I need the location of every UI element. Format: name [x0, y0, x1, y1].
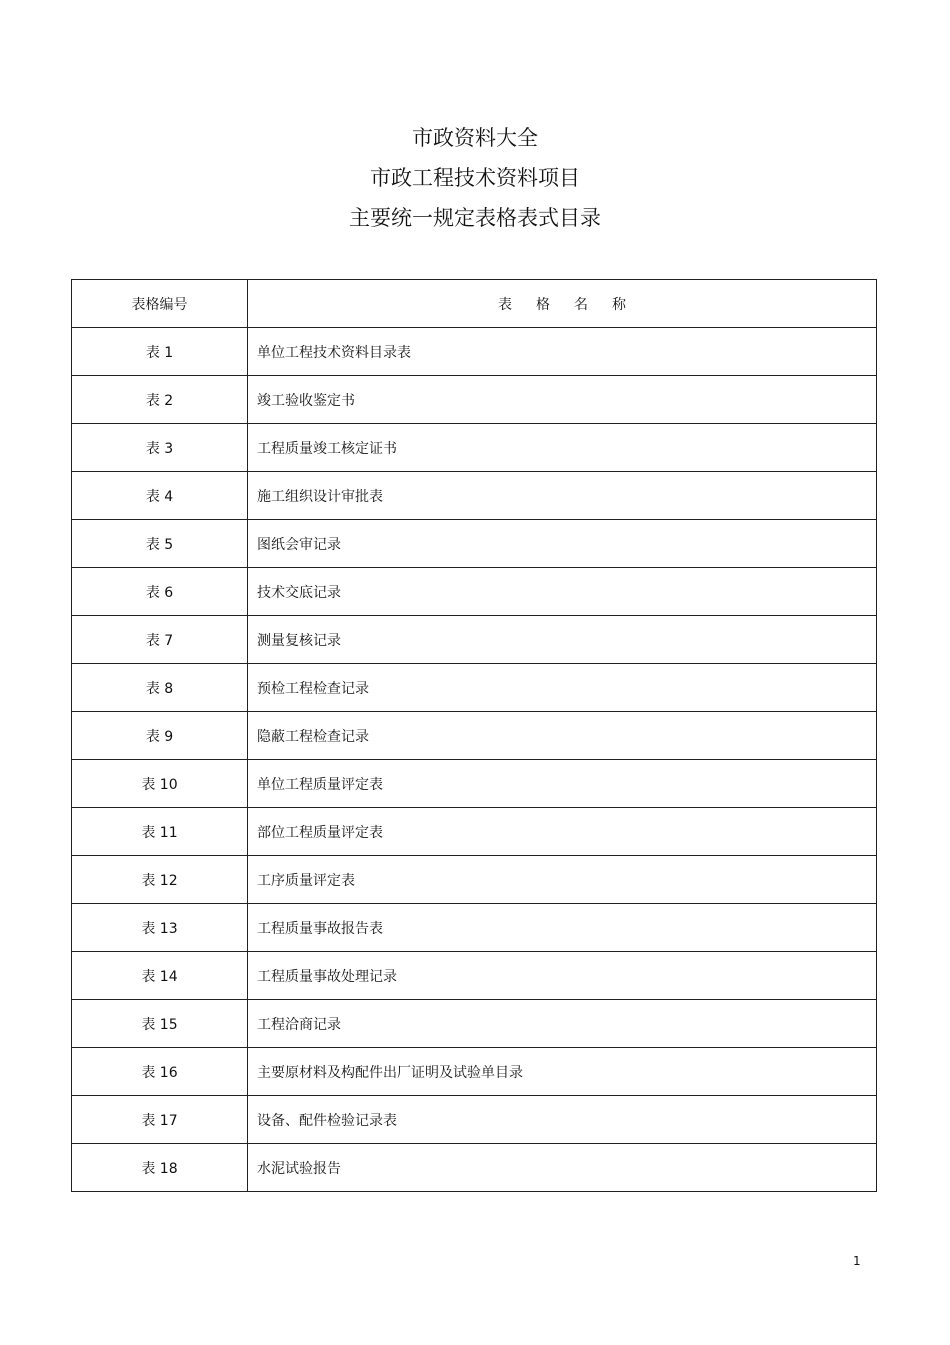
table-row [72, 664, 877, 712]
form-code-cell: 表 17 [72, 1096, 248, 1144]
form-code-cell: 表 1 [72, 328, 248, 376]
form-code-cell: 表 2 [72, 376, 248, 424]
form-name-cell: 技术交底记录 [248, 568, 877, 616]
form-code-cell: 表 18 [72, 1144, 248, 1192]
form-name-cell: 测量复核记录 [248, 616, 877, 664]
form-name-cell: 水泥试验报告 [248, 1144, 877, 1192]
form-code-cell: 表 9 [72, 712, 248, 760]
form-name-cell: 工序质量评定表 [248, 856, 877, 904]
form-code-cell: 表 15 [72, 1000, 248, 1048]
title-line-3: 主要统一规定表格表式目录 [349, 206, 601, 230]
form-code-cell: 表 6 [72, 568, 248, 616]
table-row [72, 952, 877, 1000]
form-name-cell: 竣工验收鉴定书 [248, 376, 877, 424]
form-code-cell: 表 13 [72, 904, 248, 952]
form-code-cell: 表 3 [72, 424, 248, 472]
table-row [72, 424, 877, 472]
form-name-cell: 图纸会审记录 [248, 520, 877, 568]
form-name-cell: 施工组织设计审批表 [248, 472, 877, 520]
form-name-cell: 工程洽商记录 [248, 1000, 877, 1048]
form-name-cell: 主要原材料及构配件出厂证明及试验单目录 [248, 1048, 877, 1096]
table-row [72, 376, 877, 424]
table-row [72, 616, 877, 664]
table-row [72, 856, 877, 904]
form-code-cell: 表 14 [72, 952, 248, 1000]
form-code-cell: 表 10 [72, 760, 248, 808]
header-form-code: 表格编号 [72, 280, 248, 328]
table-row [72, 1144, 877, 1192]
form-name-cell: 预检工程检查记录 [248, 664, 877, 712]
form-index-table [71, 279, 877, 1192]
document-title [0, 118, 950, 238]
title-line-1: 市政资料大全 [412, 126, 538, 150]
table-header-row [72, 280, 877, 328]
form-name-cell: 隐蔽工程检查记录 [248, 712, 877, 760]
form-code-cell: 表 8 [72, 664, 248, 712]
form-code-cell: 表 12 [72, 856, 248, 904]
form-name-cell: 单位工程质量评定表 [248, 760, 877, 808]
table-row [72, 1048, 877, 1096]
table-row [72, 1000, 877, 1048]
table-row [72, 472, 877, 520]
form-name-cell: 工程质量事故报告表 [248, 904, 877, 952]
form-name-cell: 设备、配件检验记录表 [248, 1096, 877, 1144]
table-row [72, 1096, 877, 1144]
title-line-2: 市政工程技术资料项目 [370, 166, 580, 190]
header-form-name: 表格名称 [248, 280, 877, 328]
form-name-cell: 单位工程技术资料目录表 [248, 328, 877, 376]
table-row [72, 520, 877, 568]
table-row [72, 760, 877, 808]
form-code-cell: 表 7 [72, 616, 248, 664]
table-row [72, 568, 877, 616]
form-code-cell: 表 5 [72, 520, 248, 568]
table-row [72, 712, 877, 760]
form-name-cell: 工程质量竣工核定证书 [248, 424, 877, 472]
form-code-cell: 表 16 [72, 1048, 248, 1096]
table-row [72, 808, 877, 856]
form-code-cell: 表 4 [72, 472, 248, 520]
table-row [72, 328, 877, 376]
form-code-cell: 表 11 [72, 808, 248, 856]
form-name-cell: 工程质量事故处理记录 [248, 952, 877, 1000]
table-row [72, 904, 877, 952]
page-number: 1 [853, 1254, 861, 1268]
form-name-cell: 部位工程质量评定表 [248, 808, 877, 856]
